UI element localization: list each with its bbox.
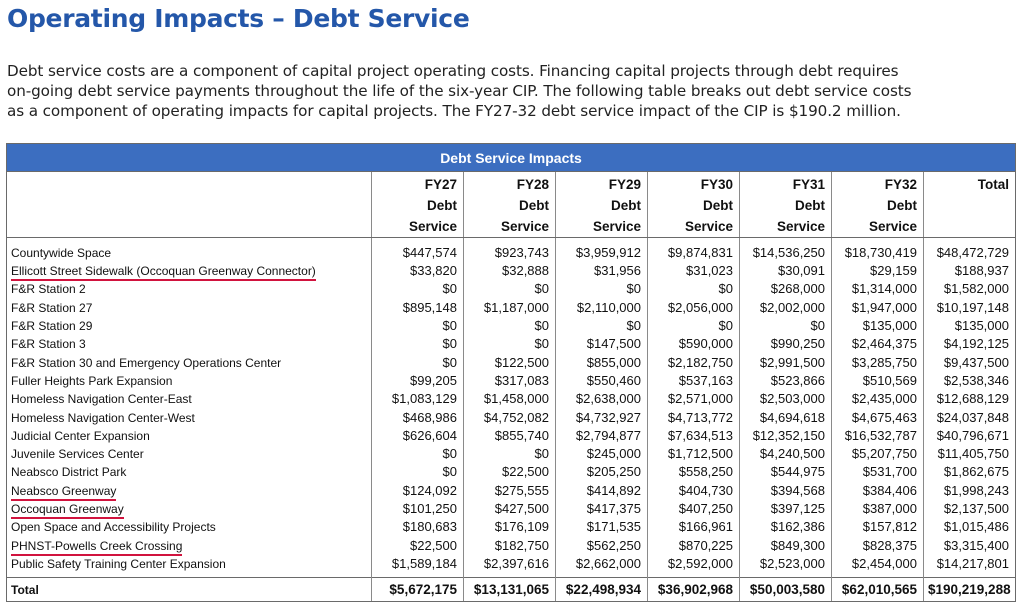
debt-service-value-cell: $923,743 xyxy=(464,238,556,263)
debt-service-value-cell: $135,000 xyxy=(832,317,924,335)
table-row xyxy=(7,427,1016,445)
project-name: Occoquan Greenway xyxy=(11,502,124,519)
debt-service-value-cell: $1,187,000 xyxy=(464,299,556,317)
debt-service-value-cell: $101,250 xyxy=(372,500,464,518)
column-sublabel: Service xyxy=(408,219,457,234)
row-total-cell: $2,538,346 xyxy=(924,372,1016,390)
table-row xyxy=(7,518,1016,536)
debt-service-value-cell: $590,000 xyxy=(648,335,740,353)
table-row xyxy=(7,390,1016,408)
project-name-cell xyxy=(7,536,372,554)
debt-service-value-cell: $3,285,750 xyxy=(832,353,924,371)
row-total-cell: $14,217,801 xyxy=(924,555,1016,578)
row-total-cell: $135,000 xyxy=(924,317,1016,335)
row-total-cell: $2,137,500 xyxy=(924,500,1016,518)
debt-service-value-cell: $387,000 xyxy=(832,500,924,518)
debt-service-value-cell: $2,454,000 xyxy=(832,555,924,578)
debt-service-value-cell: $0 xyxy=(740,317,832,335)
debt-service-value-cell: $245,000 xyxy=(556,445,648,463)
debt-service-value-cell: $22,500 xyxy=(372,536,464,554)
project-name: Open Space and Accessibility Projects xyxy=(11,520,216,535)
debt-service-value-cell: $29,159 xyxy=(832,262,924,280)
debt-service-value-cell: $2,056,000 xyxy=(648,299,740,317)
debt-service-value-cell: $895,148 xyxy=(372,299,464,317)
fy-column-header xyxy=(464,172,556,238)
table-row xyxy=(7,335,1016,353)
debt-service-value-cell: $1,314,000 xyxy=(832,280,924,298)
project-name: Ellicott Street Sidewalk (Occoquan Greenway Connector) xyxy=(11,264,316,281)
fy-column-header xyxy=(648,172,740,238)
project-name-cell xyxy=(7,518,372,536)
grand-total-cell: $190,219,288 xyxy=(924,578,1016,602)
debt-service-value-cell: $404,730 xyxy=(648,482,740,500)
debt-service-value-cell: $544,975 xyxy=(740,463,832,481)
debt-service-value-cell: $0 xyxy=(648,317,740,335)
debt-service-value-cell: $510,569 xyxy=(832,372,924,390)
debt-service-value-cell: $417,375 xyxy=(556,500,648,518)
fy-column-header xyxy=(556,172,648,238)
debt-service-value-cell: $2,592,000 xyxy=(648,555,740,578)
debt-service-value-cell: $558,250 xyxy=(648,463,740,481)
fy-total-cell: $62,010,565 xyxy=(832,578,924,602)
debt-service-value-cell: $990,250 xyxy=(740,335,832,353)
project-name: Homeless Navigation Center-East xyxy=(11,392,192,407)
column-sublabel: Debt xyxy=(887,198,917,213)
table-body xyxy=(7,238,1016,578)
debt-service-value-cell: $2,397,616 xyxy=(464,555,556,578)
debt-service-value-cell: $397,125 xyxy=(740,500,832,518)
fiscal-year-label: FY31 xyxy=(792,177,825,192)
column-sublabel: Debt xyxy=(703,198,733,213)
debt-service-value-cell: $2,002,000 xyxy=(740,299,832,317)
project-name-cell xyxy=(7,262,372,280)
debt-service-value-cell: $1,083,129 xyxy=(372,390,464,408)
debt-service-value-cell: $828,375 xyxy=(832,536,924,554)
debt-service-value-cell: $414,892 xyxy=(556,482,648,500)
debt-service-value-cell: $124,092 xyxy=(372,482,464,500)
total-column-label: Total xyxy=(977,177,1009,192)
debt-service-value-cell: $2,662,000 xyxy=(556,555,648,578)
project-name-cell xyxy=(7,238,372,263)
debt-service-value-cell: $870,225 xyxy=(648,536,740,554)
column-sublabel: Debt xyxy=(427,198,457,213)
intro-paragraph xyxy=(7,61,1022,121)
row-total-cell: $1,862,675 xyxy=(924,463,1016,481)
project-name-cell xyxy=(7,390,372,408)
column-sublabel: Debt xyxy=(519,198,549,213)
debt-service-value-cell: $31,023 xyxy=(648,262,740,280)
project-name: PHNST-Powells Creek Crossing xyxy=(11,539,182,556)
debt-service-value-cell: $407,250 xyxy=(648,500,740,518)
column-sublabel: Debt xyxy=(611,198,641,213)
fy-total-cell: $50,003,580 xyxy=(740,578,832,602)
table-row xyxy=(7,463,1016,481)
debt-service-value-cell: $182,750 xyxy=(464,536,556,554)
project-name: Homeless Navigation Center-West xyxy=(11,410,195,425)
project-name-cell xyxy=(7,317,372,335)
table-row xyxy=(7,500,1016,518)
fy-column-header xyxy=(740,172,832,238)
debt-service-value-cell: $166,961 xyxy=(648,518,740,536)
debt-service-value-cell: $16,532,787 xyxy=(832,427,924,445)
project-name-cell xyxy=(7,372,372,390)
project-name: Public Safety Training Center Expansion xyxy=(11,556,226,571)
debt-service-value-cell: $205,250 xyxy=(556,463,648,481)
debt-service-value-cell: $0 xyxy=(464,280,556,298)
row-total-cell: $10,197,148 xyxy=(924,299,1016,317)
debt-service-value-cell: $180,683 xyxy=(372,518,464,536)
debt-service-value-cell: $394,568 xyxy=(740,482,832,500)
table-row xyxy=(7,238,1016,263)
debt-service-value-cell: $537,163 xyxy=(648,372,740,390)
debt-service-value-cell: $0 xyxy=(372,463,464,481)
debt-service-value-cell: $5,207,750 xyxy=(832,445,924,463)
fy-total-cell: $22,498,934 xyxy=(556,578,648,602)
table-row xyxy=(7,408,1016,426)
debt-service-value-cell: $99,205 xyxy=(372,372,464,390)
debt-service-value-cell: $18,730,419 xyxy=(832,238,924,263)
project-name: Neabsco District Park xyxy=(11,465,127,480)
project-name-cell xyxy=(7,335,372,353)
fy-total-cell: $13,131,065 xyxy=(464,578,556,602)
debt-service-value-cell: $31,956 xyxy=(556,262,648,280)
debt-service-value-cell: $14,536,250 xyxy=(740,238,832,263)
table-row xyxy=(7,280,1016,298)
debt-service-value-cell: $147,500 xyxy=(556,335,648,353)
row-total-cell: $3,315,400 xyxy=(924,536,1016,554)
debt-service-value-cell: $9,874,831 xyxy=(648,238,740,263)
column-sublabel: Service xyxy=(868,219,917,234)
row-total-cell: $11,405,750 xyxy=(924,445,1016,463)
project-column-header xyxy=(7,172,372,238)
table-row xyxy=(7,555,1016,578)
debt-service-value-cell: $7,634,513 xyxy=(648,427,740,445)
row-total-cell: $1,015,486 xyxy=(924,518,1016,536)
debt-service-value-cell: $855,000 xyxy=(556,353,648,371)
debt-service-value-cell: $1,458,000 xyxy=(464,390,556,408)
column-sublabel: Service xyxy=(776,219,825,234)
debt-service-value-cell: $2,110,000 xyxy=(556,299,648,317)
total-label: Total xyxy=(7,578,372,602)
debt-service-value-cell: $275,555 xyxy=(464,482,556,500)
row-total-cell: $40,796,671 xyxy=(924,427,1016,445)
debt-service-value-cell: $427,500 xyxy=(464,500,556,518)
project-name: F&R Station 27 xyxy=(11,300,93,315)
project-name-cell xyxy=(7,353,372,371)
debt-service-value-cell: $0 xyxy=(372,280,464,298)
debt-service-value-cell: $4,713,772 xyxy=(648,408,740,426)
project-name-cell xyxy=(7,445,372,463)
column-sublabel: Service xyxy=(684,219,733,234)
debt-service-value-cell: $171,535 xyxy=(556,518,648,536)
table-row xyxy=(7,353,1016,371)
debt-service-value-cell: $384,406 xyxy=(832,482,924,500)
table-row xyxy=(7,536,1016,554)
intro-line: Debt service costs are a component of capital project operating costs. Financing capital projects through debt requires xyxy=(7,62,899,80)
debt-service-value-cell: $32,888 xyxy=(464,262,556,280)
debt-service-table xyxy=(6,143,1016,602)
debt-service-value-cell: $268,000 xyxy=(740,280,832,298)
debt-service-value-cell: $0 xyxy=(372,353,464,371)
project-name: Juvenile Services Center xyxy=(11,447,144,462)
table-row xyxy=(7,299,1016,317)
debt-service-value-cell: $1,947,000 xyxy=(832,299,924,317)
fy-total-cell: $36,902,968 xyxy=(648,578,740,602)
row-total-cell: $48,472,729 xyxy=(924,238,1016,263)
debt-service-value-cell: $2,638,000 xyxy=(556,390,648,408)
debt-service-value-cell: $1,589,184 xyxy=(372,555,464,578)
project-name: F&R Station 29 xyxy=(11,319,93,334)
row-total-cell: $188,937 xyxy=(924,262,1016,280)
debt-service-value-cell: $3,959,912 xyxy=(556,238,648,263)
intro-line: as a component of operating impacts for capital projects. The FY27-32 debt service impact of the CIP is $190.2 million. xyxy=(7,102,901,120)
debt-service-value-cell: $4,675,463 xyxy=(832,408,924,426)
project-name-cell xyxy=(7,408,372,426)
debt-service-value-cell: $1,712,500 xyxy=(648,445,740,463)
page-title: Operating Impacts – Debt Service xyxy=(7,4,470,33)
debt-service-value-cell: $4,752,082 xyxy=(464,408,556,426)
fiscal-year-label: FY28 xyxy=(516,177,549,192)
debt-service-value-cell: $2,991,500 xyxy=(740,353,832,371)
debt-service-value-cell: $0 xyxy=(464,445,556,463)
debt-service-value-cell: $626,604 xyxy=(372,427,464,445)
project-name-cell xyxy=(7,482,372,500)
debt-service-table-wrapper xyxy=(6,143,1015,602)
debt-service-value-cell: $2,503,000 xyxy=(740,390,832,408)
debt-service-value-cell: $0 xyxy=(648,280,740,298)
debt-service-value-cell: $849,300 xyxy=(740,536,832,554)
debt-service-value-cell: $4,732,927 xyxy=(556,408,648,426)
debt-service-value-cell: $162,386 xyxy=(740,518,832,536)
row-total-cell: $1,998,243 xyxy=(924,482,1016,500)
debt-service-value-cell: $0 xyxy=(464,317,556,335)
row-total-cell: $4,192,125 xyxy=(924,335,1016,353)
row-total-cell: $1,582,000 xyxy=(924,280,1016,298)
debt-service-value-cell: $447,574 xyxy=(372,238,464,263)
project-name-cell xyxy=(7,280,372,298)
debt-service-value-cell: $531,700 xyxy=(832,463,924,481)
debt-service-value-cell: $0 xyxy=(556,317,648,335)
table-row xyxy=(7,372,1016,390)
fiscal-year-label: FY32 xyxy=(884,177,917,192)
project-name-cell xyxy=(7,500,372,518)
project-name: Neabsco Greenway xyxy=(11,484,116,501)
table-row xyxy=(7,482,1016,500)
debt-service-value-cell: $157,812 xyxy=(832,518,924,536)
debt-service-value-cell: $12,352,150 xyxy=(740,427,832,445)
table-title: Debt Service Impacts xyxy=(7,144,1016,172)
fiscal-year-label: FY27 xyxy=(424,177,457,192)
debt-service-value-cell: $317,083 xyxy=(464,372,556,390)
project-name-cell xyxy=(7,427,372,445)
project-name-cell xyxy=(7,299,372,317)
debt-service-value-cell: $2,182,750 xyxy=(648,353,740,371)
row-total-cell: $24,037,848 xyxy=(924,408,1016,426)
debt-service-value-cell: $0 xyxy=(372,317,464,335)
table-row xyxy=(7,262,1016,280)
fy-column-header xyxy=(372,172,464,238)
row-total-cell: $9,437,500 xyxy=(924,353,1016,371)
total-column-header xyxy=(924,172,1016,238)
table-row xyxy=(7,317,1016,335)
row-total-cell: $12,688,129 xyxy=(924,390,1016,408)
debt-service-value-cell: $0 xyxy=(372,335,464,353)
total-row xyxy=(7,578,1016,602)
debt-service-value-cell: $4,240,500 xyxy=(740,445,832,463)
project-name: Fuller Heights Park Expansion xyxy=(11,373,173,388)
table-row xyxy=(7,445,1016,463)
fy-total-cell: $5,672,175 xyxy=(372,578,464,602)
debt-service-value-cell: $4,694,618 xyxy=(740,408,832,426)
project-name: F&R Station 2 xyxy=(11,282,86,297)
column-sublabel: Service xyxy=(500,219,549,234)
debt-service-value-cell: $562,250 xyxy=(556,536,648,554)
debt-service-value-cell: $468,986 xyxy=(372,408,464,426)
column-sublabel: Debt xyxy=(795,198,825,213)
debt-service-value-cell: $2,523,000 xyxy=(740,555,832,578)
debt-service-value-cell: $122,500 xyxy=(464,353,556,371)
project-name: Judicial Center Expansion xyxy=(11,428,150,443)
project-name-cell xyxy=(7,555,372,578)
debt-service-value-cell: $2,794,877 xyxy=(556,427,648,445)
debt-service-value-cell: $176,109 xyxy=(464,518,556,536)
debt-service-value-cell: $33,820 xyxy=(372,262,464,280)
debt-service-value-cell: $523,866 xyxy=(740,372,832,390)
debt-service-value-cell: $0 xyxy=(464,335,556,353)
fy-column-header xyxy=(832,172,924,238)
project-name-cell xyxy=(7,463,372,481)
project-name: F&R Station 30 and Emergency Operations Center xyxy=(11,355,282,370)
debt-service-value-cell: $2,571,000 xyxy=(648,390,740,408)
debt-service-value-cell: $2,464,375 xyxy=(832,335,924,353)
debt-service-value-cell: $2,435,000 xyxy=(832,390,924,408)
column-header-row xyxy=(7,172,1016,238)
debt-service-value-cell: $30,091 xyxy=(740,262,832,280)
project-name: F&R Station 3 xyxy=(11,337,86,352)
fiscal-year-label: FY29 xyxy=(608,177,641,192)
debt-service-value-cell: $22,500 xyxy=(464,463,556,481)
column-sublabel: Service xyxy=(592,219,641,234)
debt-service-value-cell: $550,460 xyxy=(556,372,648,390)
project-name: Countywide Space xyxy=(11,246,112,260)
fiscal-year-label: FY30 xyxy=(700,177,733,192)
debt-service-value-cell: $0 xyxy=(556,280,648,298)
debt-service-value-cell: $855,740 xyxy=(464,427,556,445)
intro-line: on-going debt service payments throughout the life of the six-year CIP. The following table breaks out debt service costs xyxy=(7,82,912,100)
debt-service-value-cell: $0 xyxy=(372,445,464,463)
